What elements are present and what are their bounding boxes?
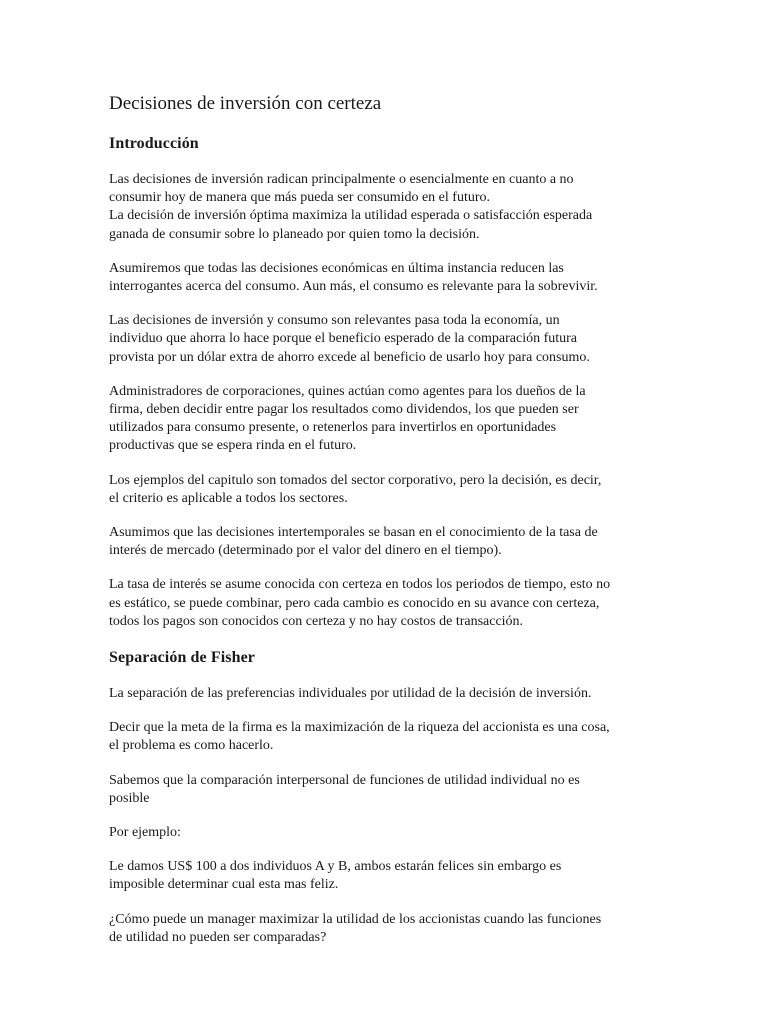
text-line: ¿Cómo puede un manager maximizar la utilidad de los accionistas cuando las funciones xyxy=(109,911,602,927)
text-line: Asumiremos que todas las decisiones económicas en última instancia reducen las xyxy=(109,260,564,276)
text-line: Administradores de corporaciones, quines actúan como agentes para los dueños de la xyxy=(109,383,586,399)
text-line: el problema es como hacerlo. xyxy=(109,738,274,754)
text-line: productivas que se espera rinda en el futuro. xyxy=(109,438,357,454)
text-line: La separación de las preferencias individuales por utilidad de la decisión de inversión. xyxy=(109,686,592,702)
text-line: Asumimos que las decisiones intertemporales se basan en el conocimiento de la tasa de xyxy=(109,525,598,541)
paragraph xyxy=(109,772,661,808)
text-line: todos los pagos son conocidos con certeza y no hay costos de transacción. xyxy=(109,613,524,629)
text-line: Decir que la meta de la firma es la maximización de la riqueza del accionista es una cosa, xyxy=(109,720,610,736)
text-line: ganada de consumir sobre lo planeado por quien tomo la decisión. xyxy=(109,226,480,242)
paragraph xyxy=(109,576,661,631)
paragraph xyxy=(109,858,661,894)
text-line: utilizados para consumo presente, o retenerlos para invertirlos en oportunidades xyxy=(109,420,557,436)
text-line: interrogantes acerca del consumo. Aun más, el consumo es relevante para la sobrevivir. xyxy=(109,279,598,295)
paragraph xyxy=(109,312,661,367)
document-body xyxy=(109,133,661,947)
text-line: Le damos US$ 100 a dos individuos A y B, ambos estarán felices sin embargo es xyxy=(109,859,562,875)
paragraph xyxy=(109,524,661,560)
paragraph xyxy=(109,685,661,703)
paragraph xyxy=(109,719,661,755)
text-line: Sabemos que la comparación interpersonal de funciones de utilidad individual no es xyxy=(109,772,580,788)
text-line: firma, deben decidir entre pagar los resultados como dividendos, los que pueden ser xyxy=(109,402,579,418)
paragraph xyxy=(109,472,661,508)
text-line: de utilidad no pueden ser comparadas? xyxy=(109,929,327,945)
section-heading: Separación de Fisher xyxy=(109,649,255,667)
text-line: el criterio es aplicable a todos los sectores. xyxy=(109,490,348,506)
paragraph xyxy=(109,911,661,947)
text-line: consumir hoy de manera que más pueda ser consumido en el futuro. xyxy=(109,190,491,206)
text-line: interés de mercado (determinado por el valor del dinero en el tiempo). xyxy=(109,543,502,559)
paragraph xyxy=(109,824,661,842)
text-line: La tasa de interés se asume conocida con certeza en todos los periodos de tiempo, esto no xyxy=(109,577,611,593)
section-heading: Introducción xyxy=(109,135,199,152)
text-line: Las decisiones de inversión y consumo son relevantes pasa toda la economía, un xyxy=(109,313,560,329)
text-line: Los ejemplos del capitulo son tomados del sector corporativo, pero la decisión, es decir, xyxy=(109,472,602,488)
paragraph xyxy=(109,171,661,244)
document-page xyxy=(109,92,661,963)
document-title: Decisiones de inversión con certeza xyxy=(109,93,382,114)
paragraph xyxy=(109,260,661,296)
text-line: La decisión de inversión óptima maximiza la utilidad esperada o satisfacción esperada xyxy=(109,208,593,224)
paragraph xyxy=(109,383,661,456)
text-line: Por ejemplo: xyxy=(109,825,181,841)
text-line: Las decisiones de inversión radican principalmente o esencialmente en cuanto a no xyxy=(109,172,574,187)
text-line: posible xyxy=(109,790,150,806)
text-line: es estático, se puede combinar, pero cada cambio es conocido en su avance con certeza, xyxy=(109,595,600,611)
text-line: imposible determinar cual esta mas feliz. xyxy=(109,877,339,893)
text-line: individuo que ahorra lo hace porque el beneficio esperado de la comparación futura xyxy=(109,331,578,347)
text-line: provista por un dólar extra de ahorro excede al beneficio de usarlo hoy para consumo. xyxy=(109,349,590,365)
